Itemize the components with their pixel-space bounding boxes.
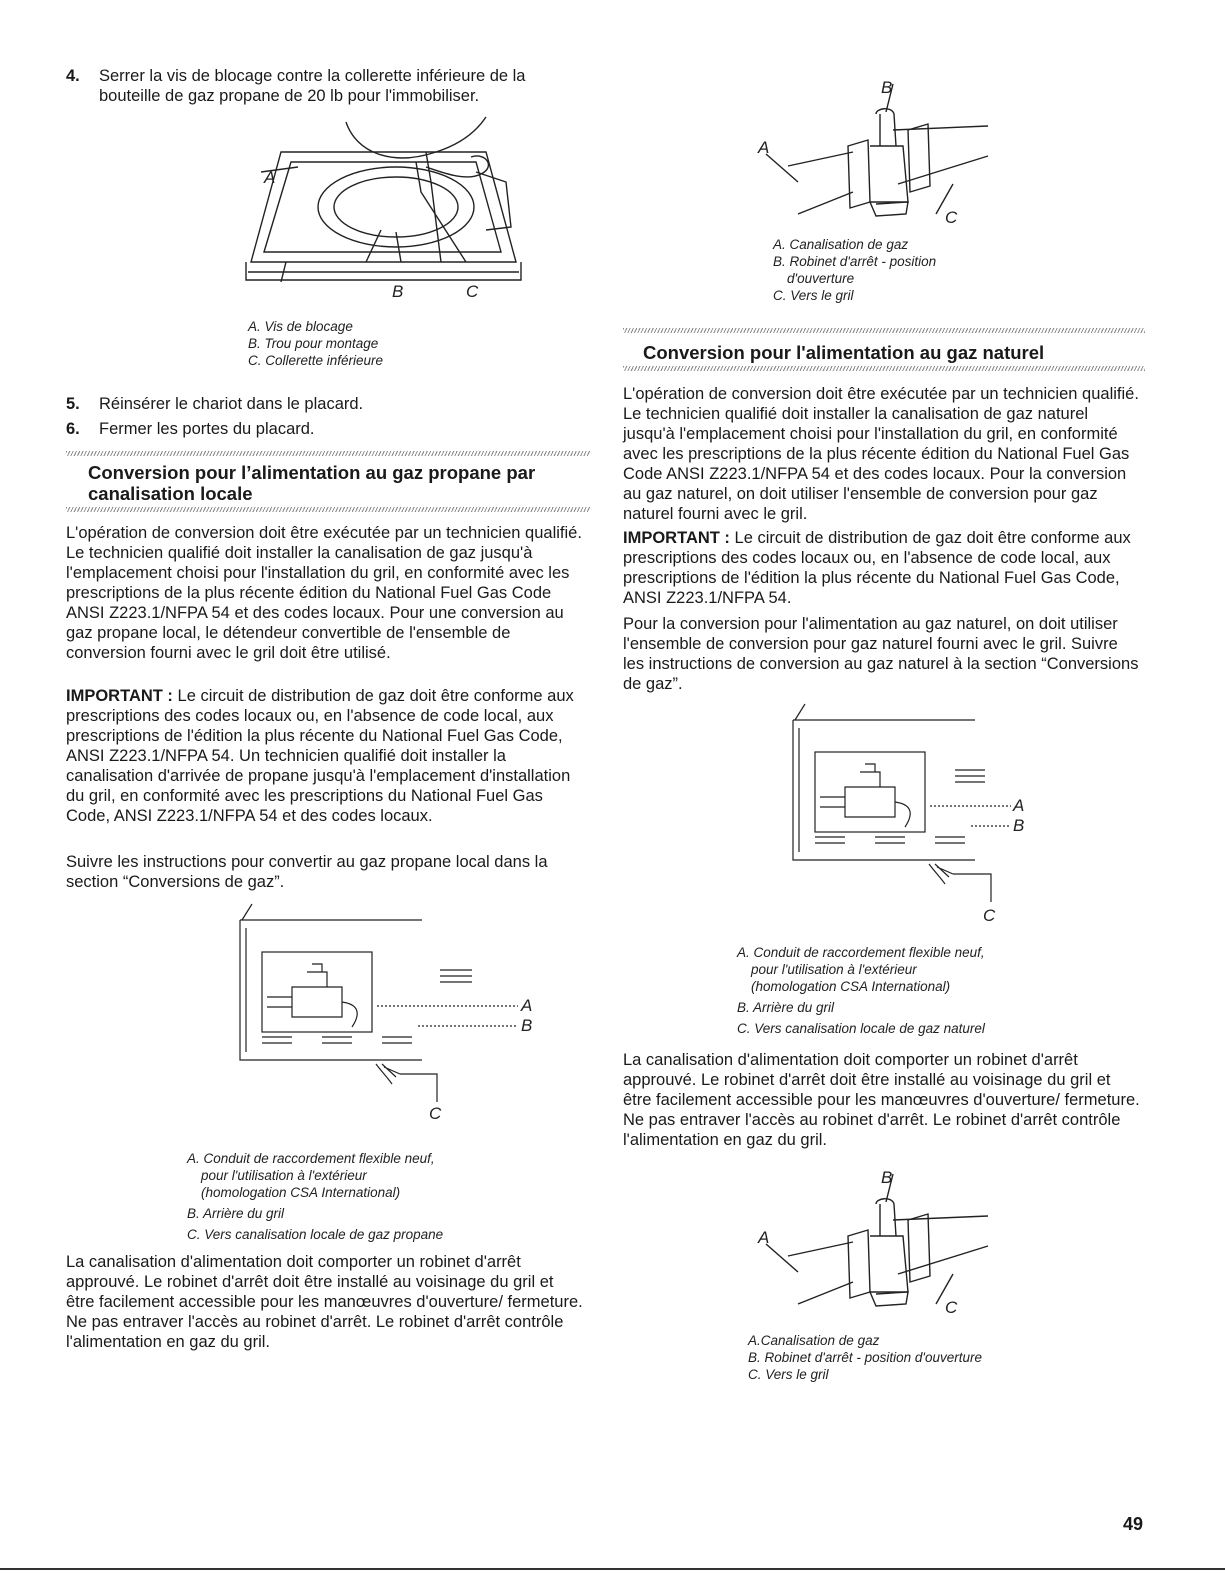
page-number: 49 <box>1122 1514 1143 1534</box>
caption-line: B. Robinet d'arrêt - position d'ouverture <box>748 1350 983 1365</box>
figure-5-caption <box>748 1332 982 1383</box>
label-b: B <box>881 78 893 97</box>
label-c: C <box>429 1104 442 1123</box>
caption-line: pour l'utilisation à l'extérieur <box>201 1168 367 1183</box>
step-number: 5. <box>66 395 80 413</box>
caption-line: A. Conduit de raccordement flexible neuf, <box>187 1151 435 1166</box>
important-text: Le circuit de distribution de gaz doit être conforme aux prescriptions des codes locaux ou, en l'absence de code local, aux prescriptions de l'édition la plus récente du National Fuel Gas Code, ANSI Z223.1/NFPA 54. <box>623 529 1131 607</box>
label-a: A <box>521 996 533 1015</box>
caption-line: C. Vers canalisation locale de gaz naturel <box>737 1021 985 1036</box>
caption-line: B. Trou pour montage <box>248 336 379 351</box>
caption-line: A. Conduit de raccordement flexible neuf, <box>737 945 985 960</box>
step-number: 6. <box>66 420 80 438</box>
divider <box>623 328 1145 333</box>
paragraph: Pour la conversion pour l'alimentation au gaz naturel, on doit utiliser l'ensemble de conversion pour gaz naturel fourni avec le gril. Suivre les instructions de conversion au gaz naturel à la section “Conversions de gaz”. <box>623 615 1139 693</box>
label-b: B <box>1013 816 1025 835</box>
important-label: IMPORTANT : <box>623 529 730 547</box>
label-c: C <box>466 282 479 301</box>
figure-1-caption <box>248 318 383 369</box>
label-c: C <box>945 208 958 227</box>
divider <box>623 366 1145 371</box>
figure-tank-mounting <box>186 112 546 312</box>
divider <box>66 507 590 512</box>
label-a: A <box>758 138 770 157</box>
paragraph: La canalisation d'alimentation doit comporter un robinet d'arrêt approuvé. Le robinet d'arrêt doit être installé au voisinage du gril et être facilement accessible pour les manœuvres d'ouverture/ fermeture. Ne pas entraver l'accès au robinet d'arrêt. Le robinet d'arrêt contrôle l'alimentation en gaz du gril. <box>66 1253 583 1351</box>
figure-regulator-natural-gas <box>785 702 1045 927</box>
regulator-illustration <box>232 902 492 1127</box>
label-b: B <box>392 282 404 301</box>
paragraph: L'opération de conversion doit être exécutée par un technicien qualifié. Le technicien qualifié doit installer la canalisation de gaz jusqu'à l'emplacement choisi pour l'installation du gril, en conformité avec les prescriptions de la plus récente édition du National Fuel Gas Code ANSI Z223.1/NFPA 54 et des codes locaux. Pour une conversion au gaz propane local, le détendeur convertible de l'ensemble de conversion fourni avec le gril doit être utilisé. <box>66 524 582 662</box>
paragraph: Suivre les instructions pour convertir au gaz propane local dans la section “Conversions de gaz”. <box>66 853 548 891</box>
tank-mounting-illustration <box>186 112 546 312</box>
label-a: A <box>264 168 276 187</box>
caption-line: A.Canalisation de gaz <box>748 1333 880 1348</box>
important-text: Le circuit de distribution de gaz doit être conforme aux prescriptions des codes locaux ou, en l'absence de code local, aux prescriptions de l'édition la plus récente du National Fuel Gas Code, ANSI Z223.1/NFPA 54. Un technicien qualifié doit installer la canalisation d'arrivée de propane jusqu'à l'emplacement d'installation du gril, en conformité avec les prescriptions du National Fuel Gas Code, ANSI Z223.1/NFPA 54 et des codes locaux. <box>66 687 574 825</box>
caption-line: pour l'utilisation à l'extérieur <box>751 962 917 977</box>
caption-line: C. Vers canalisation locale de gaz propane <box>187 1227 444 1242</box>
section-heading: Conversion pour l'alimentation au gaz naturel <box>643 342 1045 363</box>
label-a: A <box>758 1228 770 1247</box>
valve-illustration <box>758 1164 1018 1324</box>
caption-line: A. Vis de blocage <box>248 319 353 334</box>
figure-2-caption <box>187 1150 443 1243</box>
caption-line: B. Arrière du gril <box>187 1206 285 1221</box>
regulator-illustration <box>785 702 1045 927</box>
paragraph-important <box>66 686 586 826</box>
caption-line: C. Vers le gril <box>773 288 854 303</box>
figure-4-caption <box>737 944 985 1037</box>
figure-shutoff-valve-top <box>758 74 1018 234</box>
paragraph: L'opération de conversion doit être exécutée par un technicien qualifié. Le technicien qualifié doit installer la canalisation de gaz naturel jusqu'à l'emplacement choisi pour l'installation du gril, en conformité avec les prescriptions de la plus récente édition du National Fuel Gas Code ANSI Z223.1/NFPA 54 et des codes locaux. Pour la conversion au gaz naturel, on doit utiliser l'ensemble de conversion pour gaz naturel fourni avec le gril. <box>623 385 1139 523</box>
label-c: C <box>983 906 996 925</box>
caption-line: C. Vers le gril <box>748 1367 829 1382</box>
paragraph: La canalisation d'alimentation doit comporter un robinet d'arrêt approuvé. Le robinet d'arrêt doit être installé au voisinage du gril et être facilement accessible pour les manœuvres d'ouverture/ fermeture. Ne pas entraver l'accès au robinet d'arrêt. Le robinet d'arrêt contrôle l'alimentation en gaz du gril. <box>623 1051 1140 1149</box>
caption-line: B. Arrière du gril <box>737 1000 835 1015</box>
step-text: Fermer les portes du placard. <box>99 420 315 438</box>
label-a: A <box>1013 796 1025 815</box>
figure-3-caption <box>773 236 936 304</box>
caption-line: (homologation CSA International) <box>201 1185 401 1200</box>
caption-line: A. Canalisation de gaz <box>773 237 909 252</box>
caption-line: d'ouverture <box>787 271 855 286</box>
step-text: Réinsérer le chariot dans le placard. <box>99 395 364 413</box>
page-bottom-rule <box>0 1568 1225 1570</box>
caption-line: B. Robinet d'arrêt - position <box>773 254 937 269</box>
step-number: 4. <box>66 67 80 85</box>
figure-shutoff-valve-bottom <box>758 1164 1018 1324</box>
figure-regulator-propane <box>232 902 533 1127</box>
label-b: B <box>881 1168 893 1187</box>
paragraph-important <box>623 528 1143 608</box>
caption-line: C. Collerette inférieure <box>248 353 384 368</box>
label-b: B <box>521 1016 533 1035</box>
valve-illustration <box>758 74 1018 234</box>
caption-line: (homologation CSA International) <box>751 979 951 994</box>
divider <box>66 451 590 456</box>
important-label: IMPORTANT : <box>66 687 173 705</box>
section-heading: Conversion pour l’alimentation au gaz propane par canalisation locale <box>88 462 536 504</box>
label-c: C <box>945 1298 958 1317</box>
step-text: Serrer la vis de blocage contre la collerette inférieure de la bouteille de gaz propane de 20 lb pour l'immobiliser. <box>99 67 526 105</box>
